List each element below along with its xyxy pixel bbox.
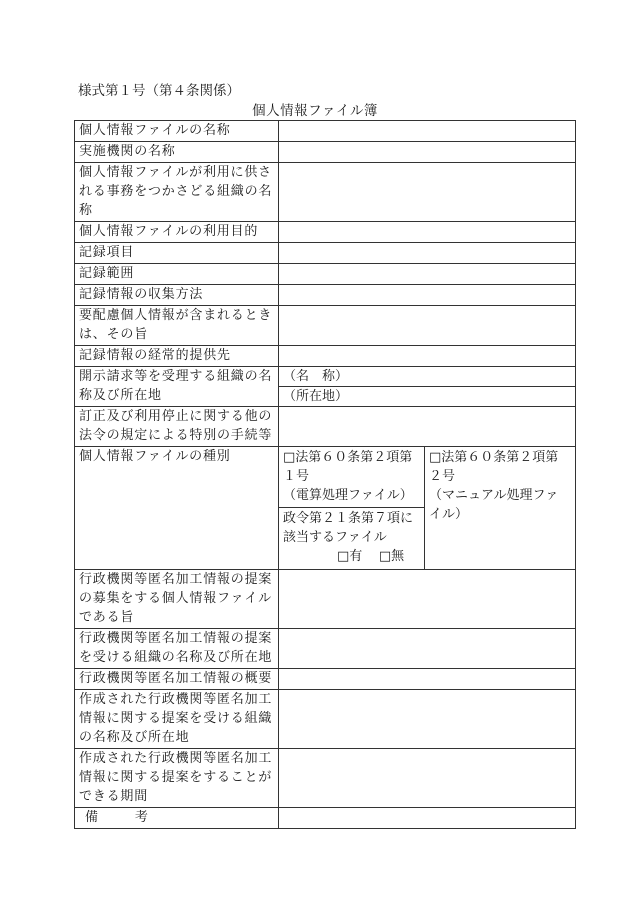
table-row	[75, 121, 576, 142]
row-label: 個人情報ファイルの利用目的	[75, 222, 279, 243]
row-value-field[interactable]	[279, 570, 576, 629]
option-electronic[interactable]	[279, 447, 424, 508]
row-value-field[interactable]	[279, 690, 576, 749]
table-row	[75, 629, 576, 669]
table-row	[75, 142, 576, 163]
ordinance-label: 政令第２１条第７項に該当するファイル	[283, 511, 414, 545]
file-type-label: 個人情報ファイルの種別	[75, 447, 279, 570]
row-label: 作成された行政機関等匿名加工情報に関する提案を受ける組織の名称及び所在地	[75, 690, 279, 749]
row-value-field[interactable]	[279, 749, 576, 808]
personal-info-file-register-table	[74, 120, 576, 829]
table-row	[75, 222, 576, 243]
table-row	[75, 749, 576, 808]
row-label: 要配慮個人情報が含まれるときは、その旨	[75, 306, 279, 346]
option-manual[interactable]	[425, 447, 575, 569]
table-row	[75, 407, 576, 447]
row-value-field[interactable]	[279, 142, 576, 163]
option-manual-checkbox-label[interactable]: □法第６０条第２項第２号	[429, 450, 559, 484]
table-row-remarks	[75, 808, 576, 829]
row-value-field[interactable]	[279, 222, 576, 243]
file-type-left-column	[279, 447, 425, 569]
table-row	[75, 346, 576, 367]
table-row	[75, 669, 576, 690]
table-row	[75, 163, 576, 222]
table-row	[75, 306, 576, 346]
disclosure-subfields	[279, 367, 575, 406]
disclosure-name-field[interactable]: （名 称）	[279, 367, 575, 387]
row-label: 行政機関等匿名加工情報の概要	[75, 669, 279, 690]
row-value-field[interactable]	[279, 306, 576, 346]
row-value-field[interactable]	[279, 285, 576, 306]
row-label: 記録範囲	[75, 264, 279, 285]
yes-checkbox[interactable]: □有	[337, 549, 363, 564]
row-label: 作成された行政機関等匿名加工情報に関する提案をすることができる期間	[75, 749, 279, 808]
form-number: 様式第１号（第４条関係）	[78, 83, 240, 99]
row-value-field[interactable]	[279, 669, 576, 690]
row-label: 実施機関の名称	[75, 142, 279, 163]
remarks-label-1: 備	[85, 810, 99, 825]
row-label: 個人情報ファイルが利用に供される事務をつかさどる組織の名称	[75, 163, 279, 222]
row-value-field[interactable]	[279, 264, 576, 285]
remarks-label-2: 考	[134, 810, 149, 825]
file-type-options	[279, 447, 576, 570]
no-checkbox[interactable]: □無	[378, 549, 405, 564]
remarks-label	[75, 808, 279, 829]
table-row	[75, 570, 576, 629]
table-row-disclosure	[75, 367, 576, 407]
remarks-value-field[interactable]	[279, 808, 576, 829]
disclosure-label: 開示請求等を受理する組織の名称及び所在地	[75, 367, 279, 407]
table-row	[75, 285, 576, 306]
row-label: 記録情報の収集方法	[75, 285, 279, 306]
table-row	[75, 243, 576, 264]
table-row	[75, 264, 576, 285]
yes-no-options	[283, 547, 420, 566]
row-value-field[interactable]	[279, 243, 576, 264]
table-row-file-type	[75, 447, 576, 570]
table-row	[75, 690, 576, 749]
row-label: 個人情報ファイルの名称	[75, 121, 279, 142]
row-label: 記録項目	[75, 243, 279, 264]
ordinance-section	[279, 508, 424, 569]
option-electronic-checkbox-label[interactable]: □法第６０条第２項第１号	[283, 450, 413, 484]
row-label: 記録情報の経常的提供先	[75, 346, 279, 367]
option-electronic-desc: （電算処理ファイル）	[283, 488, 413, 503]
row-value-field[interactable]	[279, 407, 576, 447]
form-title: 個人情報ファイル簿	[252, 103, 378, 119]
row-value-field[interactable]	[279, 163, 576, 222]
row-label: 行政機関等匿名加工情報の提案の募集をする個人情報ファイルである旨	[75, 570, 279, 629]
row-label: 行政機関等匿名加工情報の提案を受ける組織の名称及び所在地	[75, 629, 279, 669]
disclosure-value	[279, 367, 576, 407]
option-manual-desc: （マニュアル処理ファイル）	[429, 488, 559, 522]
row-value-field[interactable]	[279, 346, 576, 367]
row-value-field[interactable]	[279, 629, 576, 669]
disclosure-address-field[interactable]: （所在地）	[283, 389, 349, 404]
row-label: 訂正及び利用停止に関する他の法令の規定による特別の手続等	[75, 407, 279, 447]
row-value-field[interactable]	[279, 121, 576, 142]
